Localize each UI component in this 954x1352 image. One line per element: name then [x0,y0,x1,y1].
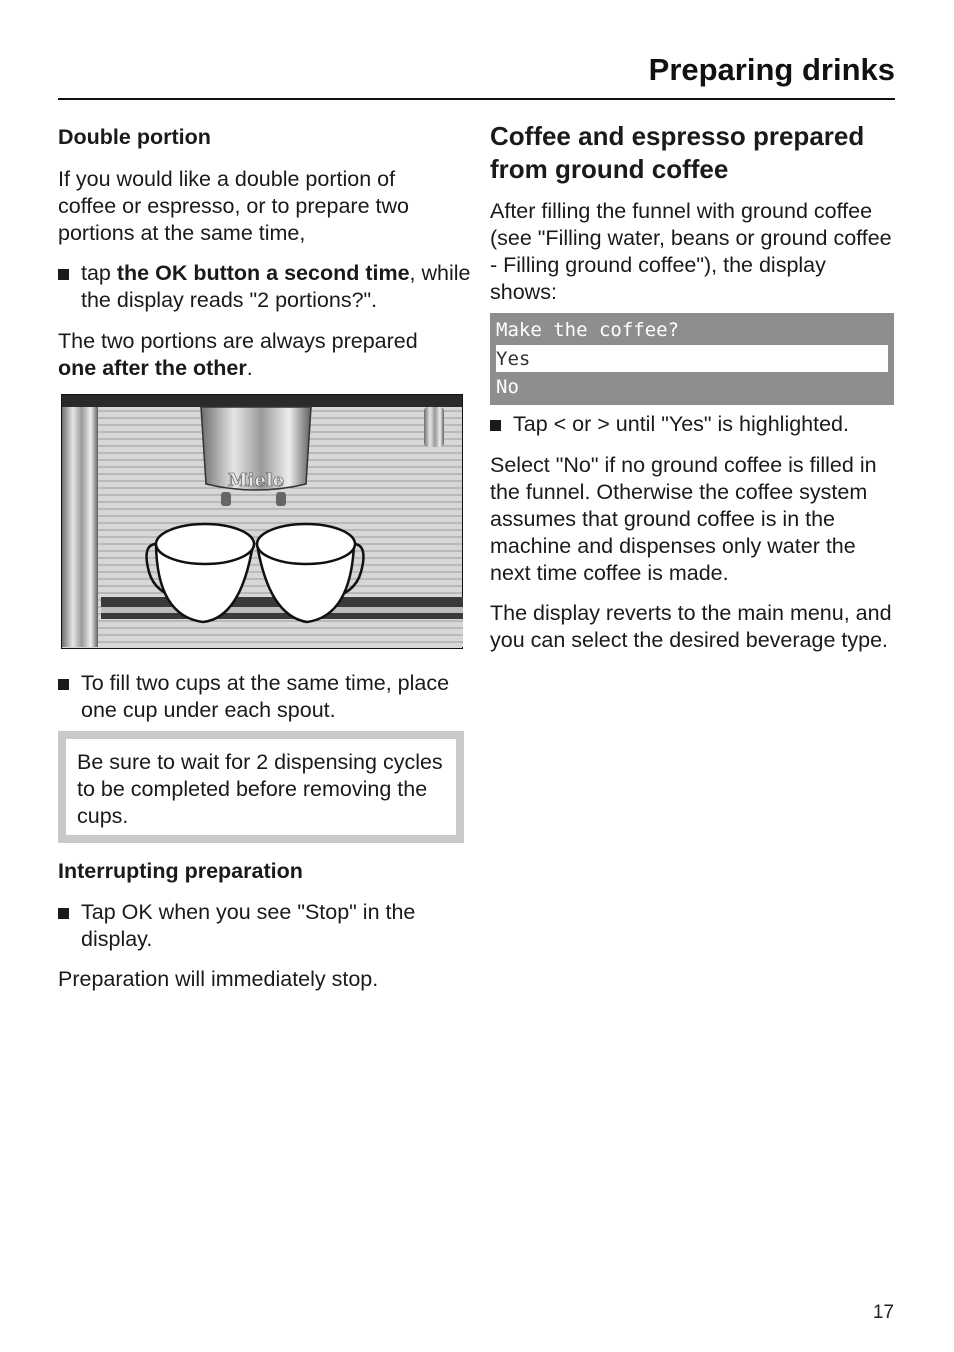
ground-intro-text: After filling the funnel with ground coffee (see "Filling water, beans or ground coffee - Filling ground coffee"), the display shows: [490,199,892,304]
intro-text: If you would like a double portion of coffee or espresso, or to prepare two portions at the same time, [58,167,409,245]
coffee-machine-illustration [61,394,463,649]
page-number: 17 [872,1302,894,1323]
heading-double-portion: Double portion [58,125,211,149]
miele-logo: Miele [227,470,285,491]
bullet-step-yes: Tap < or > until "Yes" is highlighted. [490,411,917,438]
display-title: Make the coffee? [496,319,680,341]
bullet-square-icon [58,269,69,280]
page-title: Preparing drinks [648,52,895,87]
note-text: Be sure to wait for 2 dispensing cycles to be completed before removing the cups. [66,739,456,835]
two-cups-illustration [61,394,463,649]
stop-text: Preparation will immediately stop. [58,967,379,991]
bullet-square-icon [58,908,69,919]
bullet-square-icon [490,420,501,431]
header-rule [58,98,895,100]
reverts-text: The display reverts to the main menu, and you can select the desired beverage type. [490,601,892,652]
machine-display [490,313,894,405]
order-text: The two portions are always prepared one after the other. [58,329,418,380]
note-box [58,731,464,843]
display-option-no[interactable]: No [496,376,519,398]
display-highlight [496,345,888,372]
bullet-step-2: To fill two cups at the same time, place one cup under each spout. [58,670,471,724]
bullet-step-3: Tap OK when you see "Stop" in the display. [58,899,471,953]
bullet-square-icon [58,679,69,690]
heading-ground-coffee: Coffee and espresso prepared from ground coffee [490,121,865,184]
bullet-step-1: tap the OK button a second time, while the display reads "2 portions?". [58,260,471,314]
ok-button-emphasis: the OK button a second time [116,261,410,285]
display-option-yes[interactable]: Yes [496,348,531,370]
heading-interrupting: Interrupting preparation [58,859,303,883]
select-no-text: Select "No" if no ground coffee is filled in the funnel. Otherwise the coffee system assumes that ground coffee is in the machine and dispenses only water the next time coffee is made. [490,453,877,585]
